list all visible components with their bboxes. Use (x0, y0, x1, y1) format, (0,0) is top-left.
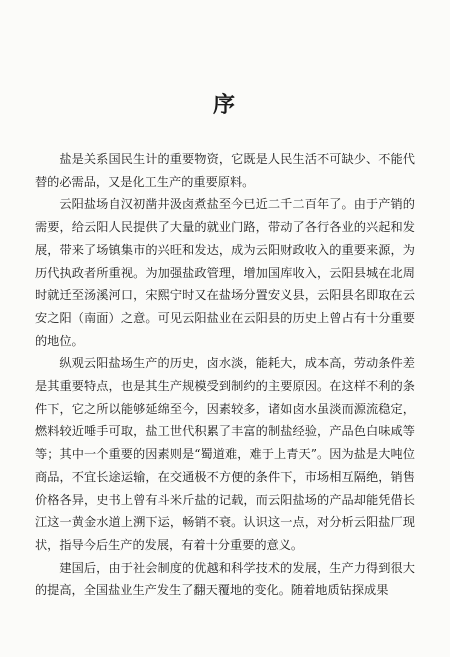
page-title: 序 (212, 92, 237, 118)
paragraph-4: 建国后，由于社会制度的优越和科学技术的发展，生产力得到很大的提高，全国盐业生产发生了翻天覆地的变化。随着地质钻探成果 (35, 560, 415, 598)
paragraph-2: 云阳盐场自汉初凿井汲卤煮盐至今已近二千二百年了。由于产销的需要，给云阳人民提供了大量的就业门路，带动了各行各业的兴起和发展，带来了场镇集市的兴旺和发达，成为云阳财政收入的重要来源，为历代执政者所重视。为加强盐政管理，增加国库收入，云阳县城在北周时就迁至汤溪河口，宋熙宁时又在盐场分置安义县，云阳县名即取在云安之阳（南面）之意。可见云阳盐业在云阳县的历史上曾占有十分重要的地位。 (35, 197, 415, 348)
paragraph-3: 纵观云阳盐场生产的历史，卤水淡，能耗大，成本高，劳动条件差是其重要特点，也是其生产规模受到制约的主要原因。在这样不利的条件下，它之所以能够延绵至今，因素较多，诸如卤水虽淡而源流稳定，燃料较近唾手可取，盐工世代积累了丰富的制盐经验，产品色白味咸等等；其中一个重要的因素则是“蜀道难，难于上青天”。因为盐是大吨位商品，不宜长途运输，在交通极不方便的条件下，市场相互隔绝，销售价格各异，史书上曾有斗米斤盐的记载，而云阳盐场的产品却能凭借长江这一黄金水道上溯下运，畅销不衰。认识这一点，对分析云阳盐厂现状，指导今后生产的发展，有着十分重要的意义。 (35, 356, 415, 552)
paragraph-1: 盐是关系国民生计的重要物资，它既是人民生活不可缺少、不能代替的必需品，又是化工生产的重要原料。 (35, 152, 415, 189)
preface-body (35, 148, 415, 602)
